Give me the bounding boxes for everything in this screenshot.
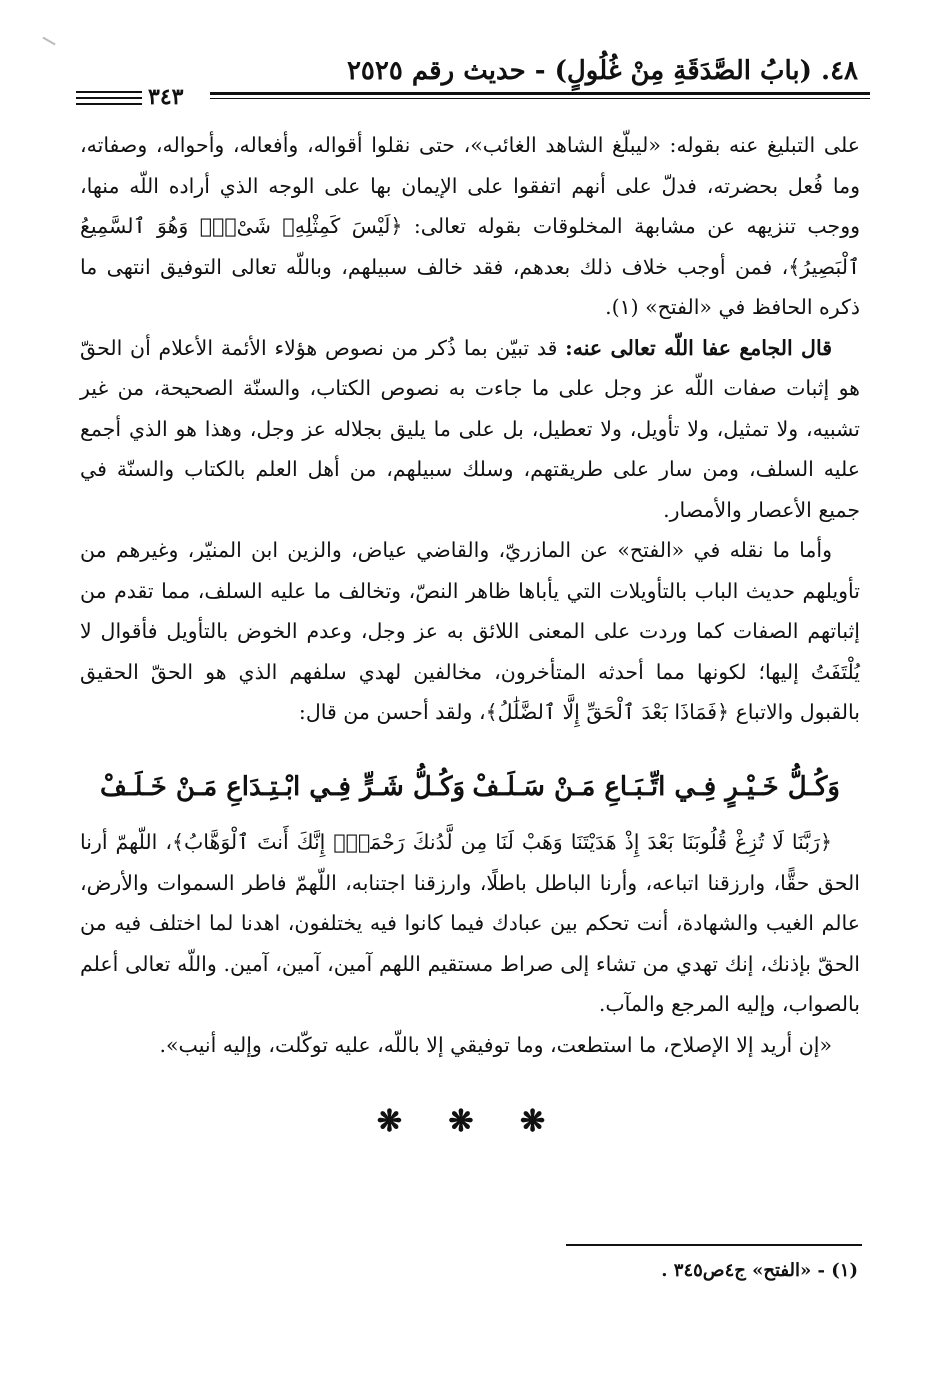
paragraph-fath: وأما ما نقله في «الفتح» عن المازريّ، والقاضي عياض، والزين ابن المنيّر، وغيرهم من تأويلهم حديث الباب بالتأويلات التي يأباها ظاهر النصّ، وتخالف ما عليه السلف، مما تقدم من إثباتهم الصفات كما وردت على المعنى اللائق به عز وجل، وعدم الخوض بالتأويل فأقوال لا يُلْتَفَتُ إليها؛ لكونها مما أحدثه المتأخرون، مخالفين لهدي سلفهم الذي هو الحقّ الحقيق بالقبول والاتباع ﴿فَمَاذَا بَعْدَ ٱلْحَقِّ إِلَّا ٱلضَّلَٰلُ﴾، ولقد أحسن من قال: xyxy=(80,538,860,724)
body-text-top xyxy=(80,125,860,733)
scan-mark xyxy=(42,37,55,46)
paragraph-dua: ﴿رَبَّنَا لَا تُزِغْ قُلُوبَنَا بَعْدَ إِذْ هَدَيْتَنَا وَهَبْ لَنَا مِن لَّدُنكَ رَحْمَةًۚ إِنَّكَ أَنتَ ٱلْوَهَّابُ﴾، اللّهمّ أرنا الحق حقًّا، وارزقنا اتباعه، وأرنا الباطل باطلًا، وارزقنا اجتنابه، اللّهمّ فاطر السموات والأرض، عالم الغيب والشهادة، أنت تحكم بين عبادك فيما كانوا فيه يختلفون، اهدنا لما اختلف فيه من الحقّ بإذنك، إنك تهدي من تشاء إلى صراط مستقيم اللهم آمين، آمين، آمين. واللّه تعالى أعلم بالصواب، وإليه المرجع والمآب. xyxy=(80,830,860,1016)
compiler-lead: قال الجامع عفا اللّه تعالى عنه: xyxy=(565,335,832,360)
page-number: ٣٤٣ xyxy=(148,84,184,110)
footnote: (١) - «الفتح» ج٤ص٣٤٥ . xyxy=(661,1260,858,1281)
header-rule-thick xyxy=(210,92,870,95)
page-number-rules xyxy=(76,91,142,109)
verse-left-hemistich: وَكُـلُّ شَـرٍّ فِـي ابْـتِـدَاعِ مَـنْ خَـلَـفْ xyxy=(100,772,466,802)
header-rule-thin xyxy=(210,98,870,99)
body-text-bottom xyxy=(80,822,860,1065)
paragraph-tabligh: على التبليغ عنه بقوله: «ليبلّغ الشاهد الغائب»، حتى نقلوا أقواله، وأفعاله، وأحواله، وصفاته، وما فُعل بحضرته، فدلّ على أنهم اتفقوا على الإيمان بها على الوجه الذي أراده اللّه منها، ووجب تنزيهه عن مشابهة المخلوقات بقوله تعالى: ﴿لَيْسَ كَمِثْلِهِۦ شَىْءٌۖ وَهُوَ ٱلسَّمِيعُ ٱلْبَصِيرُ﴾، فمن أوجب خلاف ذلك بعدهم، فقد خالف سبيلهم، وباللّه تعالى التوفيق انتهى ما ذكره الحافظ في «الفتح» (١). xyxy=(80,133,860,319)
poetry-verse xyxy=(100,772,840,802)
paragraph-compiler xyxy=(80,328,860,531)
verse-right-hemistich: وَكُـلُّ خَـيْـرٍ فِـي اتِّـبَـاعِ مَـنْ سَـلَـفْ xyxy=(472,772,840,802)
paragraph-closing: «إن أريد إلا الإصلاح، ما استطعت، وما توفيقي إلا باللّه، عليه توكّلت، وإليه أنيب». xyxy=(159,1032,832,1057)
compiler-text: قد تبيّن بما ذُكر من نصوص هؤلاء الأئمة الأعلام أن الحقّ هو إثبات صفات اللّه عز وجل على ما جاءت به نصوص الكتاب، والسنّة الصحيحة، من غير تشبيه، ولا تمثيل، ولا تأويل، ولا تعطيل، بل على ما يليق بجلاله عز وجل، وهذا هو الذي أجمع عليه السلف، ومن سار على طريقتهم، وسلك سبيلهم، من أهل العلم بالكتاب والسنّة في جميع الأعصار والأمصار. xyxy=(80,335,860,522)
header-title: ٤٨. (بابُ الصَّدَقَةِ مِنْ غُلُولٍ) - حديث رقم ٢٥٢٥ xyxy=(346,56,858,86)
section-separator: ❋ ❋ ❋ xyxy=(376,1104,564,1139)
footnote-rule xyxy=(566,1244,862,1246)
page-header xyxy=(70,50,870,120)
